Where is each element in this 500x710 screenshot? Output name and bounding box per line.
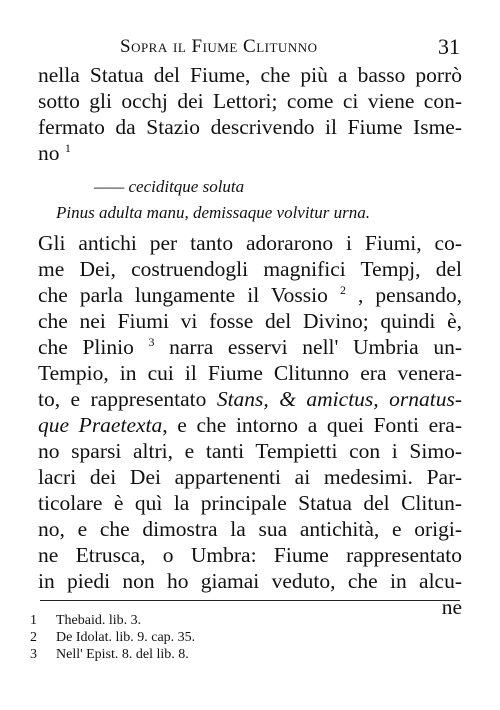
text-line: no sparsi altri, e tanti Tempietti con i Simo- bbox=[38, 439, 462, 463]
footnote-text: Thebaid. lib. 3. bbox=[56, 613, 142, 628]
text-line: fermato da Stazio descrivendo il Fiume Isme- bbox=[38, 115, 462, 139]
text-line bbox=[38, 386, 462, 412]
catchword: ne bbox=[441, 595, 462, 619]
text-line: Gli antichi per tanto adorarono i Fiumi, co- bbox=[38, 231, 462, 255]
footnote-number: 1 bbox=[30, 613, 37, 628]
footnote-ref: 3 bbox=[148, 335, 155, 349]
text-line: ticolare è quì la principale Statua del Clitun- bbox=[38, 491, 462, 515]
quote-line: Pinus adulta manu, demissaque volvitur urna. bbox=[56, 203, 371, 222]
footnote-text: Nell' Epist. 8. del lib. 8. bbox=[56, 647, 189, 662]
text-line: no, e che dimostra la sua antichità, e origi- bbox=[38, 517, 462, 541]
footnote-ref: 1 bbox=[64, 141, 71, 155]
footnote-number: 2 bbox=[30, 630, 37, 645]
text-line: lacri dei Dei appartenenti ai medesimi. Par- bbox=[38, 465, 462, 489]
footnote-divider bbox=[40, 600, 460, 601]
italic-fragment: que Praetexta bbox=[38, 413, 163, 437]
text-line bbox=[38, 282, 462, 308]
text-fragment: , e che intorno a quei Fonti era- bbox=[162, 413, 462, 437]
text-line: Tempio, in cui il Fiume Clitunno era venera- bbox=[38, 361, 462, 385]
page-number: 31 bbox=[438, 34, 460, 59]
latin-quotation bbox=[38, 174, 462, 226]
italic-fragment: Stans, & amictus, ornatus- bbox=[216, 387, 462, 411]
page-header bbox=[40, 36, 460, 60]
text-fragment: narra esservi nell' Umbria un- bbox=[169, 335, 463, 359]
footnote bbox=[30, 612, 450, 629]
text-fragment: to, e rappresentato bbox=[38, 387, 207, 411]
text-line: che nei Fiumi vi fosse del Divino; quindi è, bbox=[38, 309, 462, 333]
body-text bbox=[38, 62, 462, 620]
text-fragment: , pensando, bbox=[358, 283, 463, 307]
text-line bbox=[38, 334, 462, 360]
text-line bbox=[38, 140, 462, 166]
footnote-text: De Idolat. lib. 9. cap. 35. bbox=[56, 630, 196, 645]
footnote-ref: 2 bbox=[339, 283, 346, 297]
text-line: me Dei, costruendogli magnifici Tempj, del bbox=[38, 257, 462, 281]
quote-line: —— ceciditque soluta bbox=[94, 177, 245, 196]
text-line: ne Etrusca, o Umbra: Fiume rappresentato bbox=[38, 543, 462, 567]
footnote bbox=[30, 629, 450, 646]
text-line bbox=[38, 412, 462, 438]
footnotes bbox=[30, 612, 450, 663]
text-line: in piedi non ho giamai veduto, che in alcu- bbox=[38, 569, 462, 593]
footnote bbox=[30, 646, 450, 663]
text-fragment: no bbox=[38, 141, 60, 165]
text-line: sotto gli occhj dei Lettori; come ci viene con- bbox=[38, 89, 462, 113]
footnote-number: 3 bbox=[30, 647, 37, 662]
text-line: nella Statua del Fiume, che più a basso porrò bbox=[38, 63, 462, 87]
running-head: Sopra il Fiume Clitunno bbox=[120, 36, 318, 57]
text-fragment: che Plinio bbox=[38, 335, 134, 359]
text-fragment: che parla lungamente il Vossio bbox=[38, 283, 328, 307]
